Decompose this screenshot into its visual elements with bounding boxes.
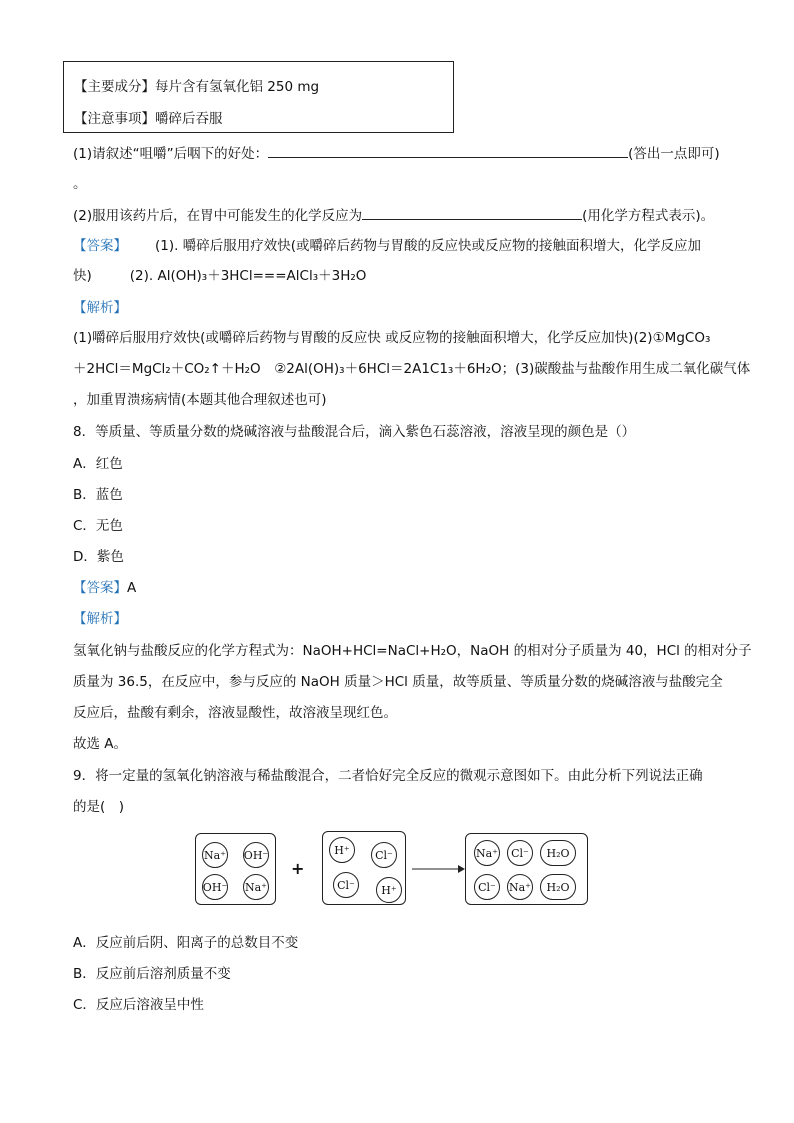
q7-part1-prefix: (1)请叙述“咀嚼”后咽下的好处：: [73, 146, 269, 162]
q7-part2-prefix: (2)服用该药片后，在胃中可能发生的化学反应为: [73, 208, 363, 224]
precaution-label: 【注意事项】: [74, 111, 155, 127]
ion-h-1: H⁺: [329, 837, 355, 863]
reaction-arrow: [410, 862, 466, 876]
main-ingredient-text: 每片含有氢氧化铝 250 mg: [155, 79, 320, 95]
water-molecule-1: H₂O: [540, 840, 576, 866]
ion-oh-1: OH⁻: [243, 842, 269, 868]
answer-label: 【答案】: [73, 238, 127, 254]
ion-na-2: Na⁺: [243, 874, 269, 900]
ion-na-3: Na⁺: [474, 840, 500, 866]
q7-answer-text-2b: (2). Al(OH)₃＋3HCl===AlCl₃＋3H₂O: [129, 268, 367, 284]
q8-conclusion: 故选 A。: [73, 736, 128, 752]
q8-option-b: B．蓝色: [73, 487, 123, 503]
plus-sign: +: [291, 859, 305, 878]
q7-part1-suffix: (答出一点即可): [628, 146, 720, 162]
ion-cl-1: Cl⁻: [371, 842, 397, 868]
q7-analysis-line1: (1)嚼碎后服用疗效快(或嚼碎后药物与胃酸的反应快 或反应物的接触面积增大，化学反应加快)(2)①MgCO₃: [73, 330, 711, 346]
main-ingredient-label: 【主要成分】: [74, 79, 155, 95]
q8-option-d: D．紫色: [73, 549, 124, 565]
ion-cl-3: Cl⁻: [507, 840, 533, 866]
q8-option-a: A．红色: [73, 456, 123, 472]
q7-analysis-label: 【解析】: [73, 300, 127, 316]
q9-stem-line1: 9．将一定量的氢氧化钠溶液与稀盐酸混合，二者恰好完全反应的微观示意图如下。由此分析下列说法正确: [73, 768, 703, 784]
q7-analysis-line2: ＋2HCl＝MgCl₂＋CO₂↑＋H₂O ②2Al(OH)₃＋6HCl＝2A1C1₃＋6H₂O；(3)碳酸盐与盐酸作用生成二氧化碳气体: [73, 361, 751, 377]
q8-answer-label: 【答案】: [73, 580, 127, 596]
q8-option-c: C．无色: [73, 518, 123, 534]
ion-na-1: Na⁺: [202, 842, 228, 868]
q9-stem-line2: 的是( ): [73, 799, 125, 815]
ion-cl-4: Cl⁻: [474, 874, 500, 900]
q8-stem: 8．等质量、等质量分数的烧碱溶液与盐酸混合后，滴入紫色石蕊溶液，溶液呈现的颜色是（）: [73, 424, 636, 440]
ion-h-2: H⁺: [376, 877, 402, 903]
q7-analysis-line3: ，加重胃溃疡病情(本题其他合理叙述也可): [73, 392, 327, 408]
q9-option-a: A．反应前后阴、阳离子的总数目不变: [73, 935, 299, 951]
ion-oh-2: OH⁻: [202, 874, 228, 900]
precaution-text: 嚼碎后吞服: [155, 111, 223, 127]
q9-option-b: B．反应前后溶剂质量不变: [73, 966, 231, 982]
hcl-solution-panel: [322, 831, 406, 905]
water-molecule-2: H₂O: [540, 874, 576, 900]
q7-answer-text-1: (1). 嚼碎后服用疗效快(或嚼碎后药物与胃酸的反应快或反应物的接触面积增大，化学反应加: [155, 238, 701, 254]
ion-cl-2: Cl⁻: [333, 872, 359, 898]
q8-analysis-line1: 氢氧化钠与盐酸反应的化学方程式为：NaOH+HCl=NaCl+H₂O，NaOH 的相对分子质量为 40，HCl 的相对分子: [73, 643, 752, 659]
naoh-solution-panel: [195, 833, 276, 905]
q8-analysis-label: 【解析】: [73, 611, 127, 627]
q7-part1-end: 。: [73, 176, 87, 192]
q8-analysis-line3: 反应后，盐酸有剩余，溶液显酸性，故溶液呈现红色。: [73, 705, 397, 721]
q7-part2-suffix: (用化学方程式表示)。: [582, 208, 715, 224]
q8-analysis-line2: 质量为 36.5，在反应中，参与反应的 NaOH 质量＞HCl 质量，故等质量、等质量分数的烧碱溶液与盐酸完全: [73, 674, 723, 690]
q9-option-c: C．反应后溶液呈中性: [73, 997, 204, 1013]
q8-answer-value: A: [127, 580, 137, 596]
ion-na-4: Na⁺: [507, 874, 533, 900]
q7-answer-text-2a: 快): [73, 268, 92, 284]
product-solution-panel: [465, 833, 588, 905]
